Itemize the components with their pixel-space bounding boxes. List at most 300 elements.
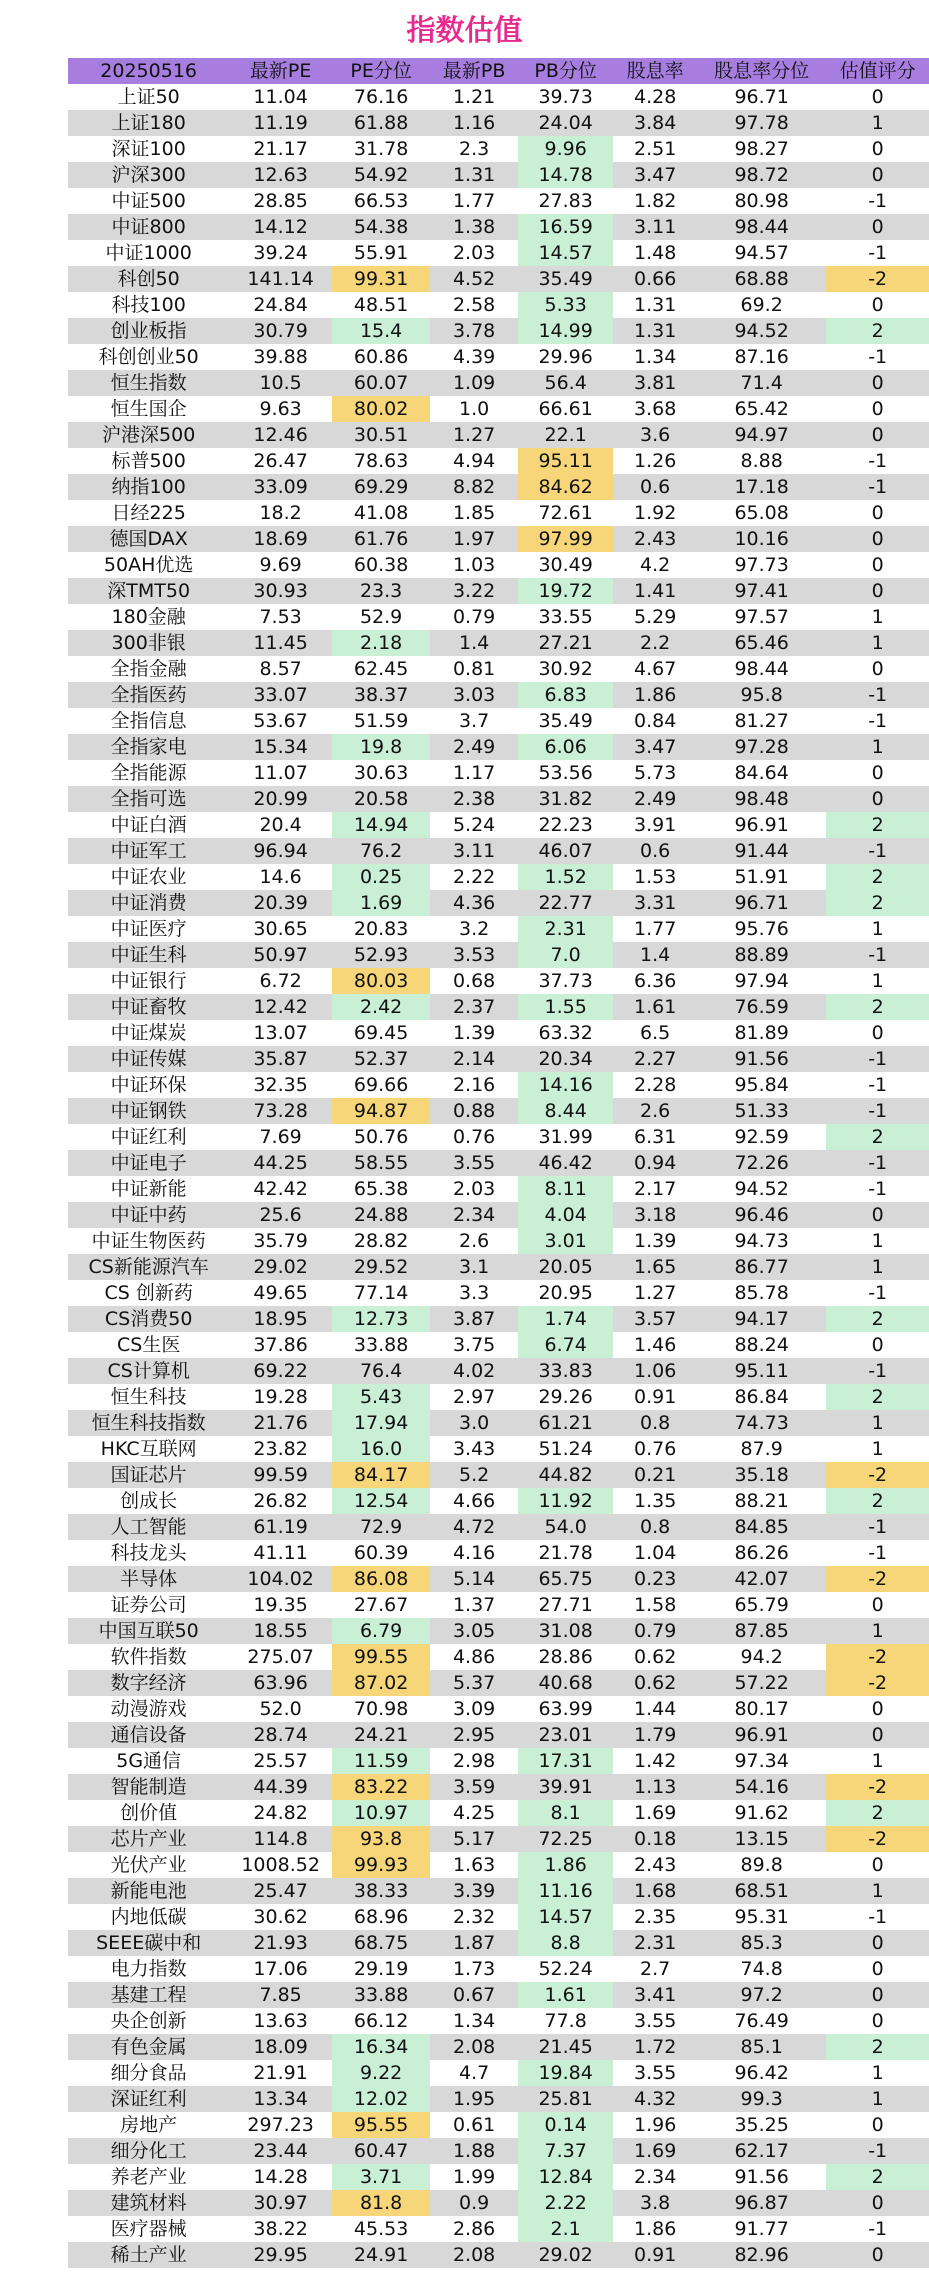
table-row xyxy=(68,1930,929,1956)
pb-percentile-cell: 1.86 xyxy=(518,1852,613,1878)
index-name-cell: SEEE碳中和 xyxy=(68,1930,229,1956)
dividend-yield-cell: 1.42 xyxy=(634,1750,677,1772)
dividend-percentile-cell: 91.56 xyxy=(734,2166,789,2188)
dividend-yield-cell: 3.55 xyxy=(634,2062,677,2084)
pe-percentile-cell: 69.45 xyxy=(353,1022,409,1044)
valuation-score-cell: 2 xyxy=(826,864,929,890)
dividend-percentile-cell: 69.2 xyxy=(740,294,783,316)
table-row xyxy=(68,734,929,760)
latest-pe-cell: 9.69 xyxy=(259,554,302,576)
pe-percentile-cell: 61.76 xyxy=(332,526,430,552)
table-row xyxy=(68,1514,929,1540)
table-row xyxy=(68,1254,929,1280)
pe-percentile-cell: 5.43 xyxy=(332,1384,430,1410)
dividend-yield-cell: 2.34 xyxy=(634,2166,677,2188)
dividend-percentile-cell: 98.27 xyxy=(734,138,789,160)
dividend-yield-cell: 0.76 xyxy=(634,1438,677,1460)
pb-percentile-cell: 8.44 xyxy=(518,1098,613,1124)
table-row xyxy=(68,1618,929,1644)
latest-pe-cell: 44.25 xyxy=(229,1150,332,1176)
pe-percentile-cell: 54.92 xyxy=(332,162,430,188)
latest-pe-cell: 18.55 xyxy=(229,1618,332,1644)
valuation-score-cell: -1 xyxy=(868,1074,888,1096)
pb-percentile-cell: 52.24 xyxy=(538,1958,593,1980)
latest-pe-cell: 30.65 xyxy=(253,918,308,940)
pe-percentile-cell: 69.66 xyxy=(353,1074,409,1096)
pb-percentile-cell: 40.68 xyxy=(518,1670,613,1696)
latest-pb-cell: 1.37 xyxy=(452,1594,496,1616)
pe-percentile-cell: 41.08 xyxy=(353,502,409,524)
table-row xyxy=(68,1644,929,1670)
dividend-yield-cell: 3.8 xyxy=(613,2190,697,2216)
index-name-cell: 内地低碳 xyxy=(110,1906,187,1928)
dividend-percentile-cell: 99.3 xyxy=(697,2086,826,2112)
valuation-score-cell: 2 xyxy=(826,1384,929,1410)
latest-pe-cell: 13.34 xyxy=(229,2086,332,2112)
dividend-percentile-cell: 10.16 xyxy=(697,526,826,552)
header-dividend-yield: 股息率 xyxy=(613,58,697,84)
valuation-score-cell: -2 xyxy=(826,1566,929,1592)
table-row xyxy=(68,942,929,968)
pe-percentile-cell: 30.63 xyxy=(353,762,409,784)
latest-pb-cell: 3.87 xyxy=(430,1306,518,1332)
table-row xyxy=(68,1540,929,1566)
valuation-score-cell: 1 xyxy=(871,1438,884,1460)
latest-pb-cell: 3.75 xyxy=(452,1334,496,1356)
dividend-percentile-cell: 54.16 xyxy=(697,1774,826,1800)
table-row xyxy=(68,1826,929,1852)
latest-pe-cell: 23.44 xyxy=(229,2138,332,2164)
index-name-cell: CS计算机 xyxy=(68,1358,229,1384)
dividend-percentile-cell: 71.4 xyxy=(697,370,826,396)
pb-percentile-cell: 0.14 xyxy=(518,2112,613,2138)
latest-pe-cell: 13.07 xyxy=(253,1022,308,1044)
table-row xyxy=(68,1150,929,1176)
valuation-score-cell: 0 xyxy=(871,2010,884,2032)
table-row xyxy=(68,1852,929,1878)
pe-percentile-cell: 68.75 xyxy=(332,1930,430,1956)
table-row xyxy=(68,1072,929,1098)
valuation-score-cell: 0 xyxy=(871,554,884,576)
latest-pb-cell: 0.79 xyxy=(452,606,496,628)
dividend-percentile-cell: 97.78 xyxy=(697,110,826,136)
latest-pb-cell: 3.11 xyxy=(430,838,518,864)
dividend-percentile-cell: 57.22 xyxy=(697,1670,826,1696)
valuation-score-cell: 1 xyxy=(826,630,929,656)
pb-percentile-cell: 27.83 xyxy=(538,190,593,212)
dividend-yield-cell: 0.18 xyxy=(613,1826,697,1852)
latest-pb-cell: 3.1 xyxy=(430,1254,518,1280)
valuation-score-cell: -1 xyxy=(826,1098,929,1124)
latest-pb-cell: 3.53 xyxy=(430,942,518,968)
dividend-yield-cell: 3.47 xyxy=(613,162,697,188)
dividend-percentile-cell: 62.17 xyxy=(697,2138,826,2164)
pb-percentile-cell: 63.99 xyxy=(538,1698,593,1720)
index-name-cell: 智能制造 xyxy=(68,1774,229,1800)
pe-percentile-cell: 60.47 xyxy=(332,2138,430,2164)
dividend-percentile-cell: 85.78 xyxy=(734,1282,789,1304)
dividend-percentile-cell: 96.91 xyxy=(734,814,789,836)
dividend-percentile-cell: 95.76 xyxy=(734,918,789,940)
latest-pe-cell: 7.85 xyxy=(229,1982,332,2008)
pe-percentile-cell: 55.91 xyxy=(353,242,409,264)
table-row xyxy=(68,1488,929,1514)
dividend-percentile-cell: 97.57 xyxy=(734,606,789,628)
table-row xyxy=(68,500,929,526)
dividend-yield-cell: 1.41 xyxy=(613,578,697,604)
table-row xyxy=(68,1046,929,1072)
pe-percentile-cell: 62.45 xyxy=(353,658,409,680)
pb-percentile-cell: 4.04 xyxy=(518,1202,613,1228)
dividend-yield-cell: 2.31 xyxy=(613,1930,697,1956)
dividend-percentile-cell: 87.9 xyxy=(740,1438,783,1460)
pe-percentile-cell: 20.83 xyxy=(353,918,409,940)
dividend-percentile-cell: 81.27 xyxy=(734,710,789,732)
index-name-cell: 中国互联50 xyxy=(68,1618,229,1644)
latest-pe-cell: 18.95 xyxy=(229,1306,332,1332)
valuation-score-cell: 2 xyxy=(826,1800,929,1826)
latest-pb-cell: 5.17 xyxy=(430,1826,518,1852)
valuation-score-cell: 0 xyxy=(871,138,884,160)
dividend-yield-cell: 1.79 xyxy=(613,1722,697,1748)
table-row xyxy=(68,1176,929,1202)
valuation-score-cell: -1 xyxy=(826,474,929,500)
pe-percentile-cell: 95.55 xyxy=(332,2112,430,2138)
dividend-yield-cell: 2.2 xyxy=(613,630,697,656)
pe-percentile-cell: 80.02 xyxy=(332,396,430,422)
table-row xyxy=(68,760,929,786)
dividend-yield-cell: 1.34 xyxy=(634,346,677,368)
valuation-score-cell: 0 xyxy=(826,2190,929,2216)
index-name-cell: 细分食品 xyxy=(110,2062,187,2084)
dividend-percentile-cell: 95.8 xyxy=(697,682,826,708)
pe-percentile-cell: 99.55 xyxy=(332,1644,430,1670)
table-row xyxy=(68,526,929,552)
dividend-percentile-cell: 35.25 xyxy=(734,2114,789,2136)
valuation-score-cell: -2 xyxy=(826,266,929,292)
pb-percentile-cell: 39.73 xyxy=(538,86,593,108)
dividend-yield-cell: 1.39 xyxy=(634,1230,677,1252)
index-name-cell: 中证银行 xyxy=(110,970,187,992)
latest-pe-cell: 9.63 xyxy=(259,398,302,420)
dividend-percentile-cell: 94.52 xyxy=(734,1178,789,1200)
dividend-yield-cell: 2.49 xyxy=(613,786,697,812)
latest-pe-cell: 18.69 xyxy=(229,526,332,552)
table-row xyxy=(68,1670,929,1696)
pb-percentile-cell: 29.26 xyxy=(538,1386,593,1408)
pb-percentile-cell: 14.57 xyxy=(518,1904,613,1930)
valuation-score-cell: 2 xyxy=(826,1488,929,1514)
latest-pe-cell: 35.79 xyxy=(253,1230,308,1252)
dividend-yield-cell: 2.17 xyxy=(634,1178,677,1200)
valuation-score-cell: -1 xyxy=(868,1906,888,1928)
index-name-cell: 创价值 xyxy=(120,1802,178,1824)
latest-pb-cell: 2.58 xyxy=(452,294,496,316)
pb-percentile-cell: 2.31 xyxy=(518,916,613,942)
valuation-score-cell: -1 xyxy=(826,682,929,708)
table-row xyxy=(68,1462,929,1488)
latest-pb-cell: 3.43 xyxy=(452,1438,496,1460)
valuation-score-cell: 0 xyxy=(871,1022,884,1044)
latest-pb-cell: 1.21 xyxy=(452,86,496,108)
pe-percentile-cell: 99.93 xyxy=(332,1852,430,1878)
latest-pe-cell: 28.74 xyxy=(229,1722,332,1748)
latest-pe-cell: 297.23 xyxy=(247,2114,314,2136)
dividend-yield-cell: 3.68 xyxy=(634,398,677,420)
valuation-score-cell: 0 xyxy=(871,1594,884,1616)
pb-percentile-cell: 31.99 xyxy=(538,1126,593,1148)
table-row xyxy=(68,1098,929,1124)
dividend-percentile-cell: 97.73 xyxy=(734,554,789,576)
index-name-cell: CS 创新药 xyxy=(104,1282,193,1304)
index-name-cell: 中证消费 xyxy=(68,890,229,916)
table-row xyxy=(68,1202,929,1228)
valuation-score-cell: -1 xyxy=(826,1514,929,1540)
latest-pe-cell: 7.53 xyxy=(259,606,302,628)
pe-percentile-cell: 27.67 xyxy=(353,1594,409,1616)
dividend-yield-cell: 1.27 xyxy=(634,1282,677,1304)
index-name-cell: 全指金融 xyxy=(110,658,187,680)
dividend-yield-cell: 2.43 xyxy=(613,526,697,552)
dividend-yield-cell: 3.11 xyxy=(613,214,697,240)
table-row xyxy=(68,1124,929,1150)
pe-percentile-cell: 80.03 xyxy=(332,968,430,994)
dividend-percentile-cell: 97.28 xyxy=(697,734,826,760)
valuation-score-cell: 1 xyxy=(826,1618,929,1644)
latest-pb-cell: 2.34 xyxy=(430,1202,518,1228)
pb-percentile-cell: 27.21 xyxy=(518,630,613,656)
latest-pe-cell: 30.93 xyxy=(229,578,332,604)
latest-pe-cell: 14.6 xyxy=(259,866,302,888)
table-row xyxy=(68,604,929,630)
pb-percentile-cell: 21.78 xyxy=(538,1542,593,1564)
index-name-cell: 科技100 xyxy=(111,294,186,316)
dividend-yield-cell: 3.91 xyxy=(634,814,677,836)
latest-pe-cell: 21.17 xyxy=(253,138,308,160)
pe-percentile-cell: 50.76 xyxy=(353,1126,409,1148)
valuation-score-cell: -1 xyxy=(826,1358,929,1384)
header-score: 估值评分 xyxy=(826,58,929,84)
pb-percentile-cell: 46.07 xyxy=(518,838,613,864)
table-row xyxy=(68,1878,929,1904)
pe-percentile-cell: 83.22 xyxy=(332,1774,430,1800)
pb-percentile-cell: 31.82 xyxy=(518,786,613,812)
dividend-yield-cell: 0.6 xyxy=(613,474,697,500)
dividend-percentile-cell: 98.48 xyxy=(697,786,826,812)
pb-percentile-cell: 24.04 xyxy=(518,110,613,136)
dividend-yield-cell: 1.26 xyxy=(634,450,677,472)
latest-pe-cell: 24.82 xyxy=(253,1802,308,1824)
dividend-yield-cell: 1.31 xyxy=(613,318,697,344)
table-row xyxy=(68,1332,929,1358)
dividend-yield-cell: 1.92 xyxy=(634,502,677,524)
index-name-cell: 深证100 xyxy=(111,138,186,160)
header-pb: 最新PB xyxy=(430,58,518,84)
latest-pe-cell: 96.94 xyxy=(229,838,332,864)
dividend-percentile-cell: 91.44 xyxy=(697,838,826,864)
dividend-yield-cell: 1.58 xyxy=(634,1594,677,1616)
table-row xyxy=(68,448,929,474)
pe-percentile-cell: 94.87 xyxy=(332,1098,430,1124)
table-row xyxy=(68,1020,929,1046)
latest-pe-cell: 61.19 xyxy=(229,1514,332,1540)
latest-pb-cell: 0.81 xyxy=(452,658,496,680)
index-name-cell: 中证农业 xyxy=(110,866,187,888)
dividend-percentile-cell: 42.07 xyxy=(697,1566,826,1592)
pb-percentile-cell: 5.33 xyxy=(518,292,613,318)
pe-percentile-cell: 84.17 xyxy=(332,1462,430,1488)
latest-pb-cell: 0.9 xyxy=(430,2190,518,2216)
pe-percentile-cell: 24.91 xyxy=(332,2242,430,2268)
pb-percentile-cell: 16.59 xyxy=(518,214,613,240)
pb-percentile-cell: 7.37 xyxy=(518,2138,613,2164)
pe-percentile-cell: 16.0 xyxy=(332,1436,430,1462)
pb-percentile-cell: 33.83 xyxy=(518,1358,613,1384)
valuation-score-cell: -2 xyxy=(826,1644,929,1670)
table-row xyxy=(68,266,929,292)
latest-pe-cell: 32.35 xyxy=(253,1074,308,1096)
dividend-percentile-cell: 95.11 xyxy=(697,1358,826,1384)
index-name-cell: 日经225 xyxy=(111,502,186,524)
latest-pe-cell: 104.02 xyxy=(229,1566,332,1592)
dividend-percentile-cell: 82.96 xyxy=(697,2242,826,2268)
index-name-cell: 中证生科 xyxy=(68,942,229,968)
latest-pe-cell: 114.8 xyxy=(229,1826,332,1852)
dividend-yield-cell: 5.73 xyxy=(634,762,677,784)
dividend-yield-cell: 0.6 xyxy=(613,838,697,864)
pe-percentile-cell: 81.8 xyxy=(332,2190,430,2216)
valuation-score-cell: -1 xyxy=(868,190,888,212)
dividend-percentile-cell: 92.59 xyxy=(734,1126,789,1148)
latest-pb-cell: 1.39 xyxy=(452,1022,496,1044)
pb-percentile-cell: 61.21 xyxy=(518,1410,613,1436)
header-pe-percentile: PE分位 xyxy=(332,58,430,84)
latest-pb-cell: 1.73 xyxy=(452,1958,496,1980)
dividend-yield-cell: 0.8 xyxy=(613,1514,697,1540)
pe-percentile-cell: 0.25 xyxy=(332,864,430,890)
index-name-cell: 沪深300 xyxy=(68,162,229,188)
latest-pe-cell: 44.39 xyxy=(229,1774,332,1800)
valuation-score-cell: 0 xyxy=(871,1698,884,1720)
latest-pb-cell: 1.95 xyxy=(430,2086,518,2112)
pe-percentile-cell: 58.55 xyxy=(332,1150,430,1176)
pb-percentile-cell: 1.55 xyxy=(518,994,613,1020)
latest-pb-cell: 3.0 xyxy=(430,1410,518,1436)
table-row xyxy=(68,2216,929,2242)
latest-pb-cell: 1.77 xyxy=(452,190,496,212)
pb-percentile-cell: 20.34 xyxy=(518,1046,613,1072)
latest-pe-cell: 1008.52 xyxy=(241,1854,320,1876)
valuation-score-cell: 0 xyxy=(871,398,884,420)
valuation-score-cell: 0 xyxy=(871,294,884,316)
pe-percentile-cell: 15.4 xyxy=(332,318,430,344)
pb-percentile-cell: 53.56 xyxy=(538,762,593,784)
dividend-yield-cell: 0.79 xyxy=(613,1618,697,1644)
index-name-cell: 全指信息 xyxy=(110,710,187,732)
table-row xyxy=(68,1410,929,1436)
pb-percentile-cell: 23.01 xyxy=(518,1722,613,1748)
pb-percentile-cell: 66.61 xyxy=(538,398,593,420)
latest-pb-cell: 0.76 xyxy=(452,1126,496,1148)
valuation-score-cell: -1 xyxy=(826,942,929,968)
dividend-percentile-cell: 94.17 xyxy=(697,1306,826,1332)
pe-percentile-cell: 51.59 xyxy=(353,710,409,732)
latest-pb-cell: 3.55 xyxy=(430,1150,518,1176)
latest-pb-cell: 1.38 xyxy=(430,214,518,240)
pb-percentile-cell: 22.23 xyxy=(538,814,593,836)
index-name-cell: 纳指100 xyxy=(68,474,229,500)
table-row xyxy=(68,2242,929,2268)
pe-percentile-cell: 9.22 xyxy=(332,2060,430,2086)
dividend-percentile-cell: 97.2 xyxy=(697,1982,826,2008)
table-row xyxy=(68,344,929,370)
pb-percentile-cell: 46.42 xyxy=(518,1150,613,1176)
dividend-yield-cell: 1.69 xyxy=(634,1802,677,1824)
pb-percentile-cell: 20.95 xyxy=(538,1282,593,1304)
latest-pb-cell: 0.88 xyxy=(430,1098,518,1124)
pb-percentile-cell: 30.92 xyxy=(538,658,593,680)
pe-percentile-cell: 1.69 xyxy=(332,890,430,916)
table-row xyxy=(68,630,929,656)
latest-pb-cell: 3.39 xyxy=(430,1878,518,1904)
table-row xyxy=(68,578,929,604)
index-name-cell: 建筑材料 xyxy=(68,2190,229,2216)
dividend-yield-cell: 1.65 xyxy=(613,1254,697,1280)
latest-pb-cell: 3.2 xyxy=(459,918,490,940)
pb-percentile-cell: 3.01 xyxy=(518,1228,613,1254)
dividend-yield-cell: 3.84 xyxy=(613,110,697,136)
latest-pe-cell: 12.42 xyxy=(229,994,332,1020)
dividend-yield-cell: 1.53 xyxy=(634,866,677,888)
dividend-yield-cell: 0.91 xyxy=(634,1386,677,1408)
latest-pe-cell: 30.97 xyxy=(229,2190,332,2216)
pb-percentile-cell: 35.49 xyxy=(518,266,613,292)
dividend-yield-cell: 2.27 xyxy=(613,1046,697,1072)
latest-pe-cell: 141.14 xyxy=(229,266,332,292)
header-dividend-percentile: 股息率分位 xyxy=(697,58,826,84)
pb-percentile-cell: 27.71 xyxy=(538,1594,593,1616)
pe-percentile-cell: 77.14 xyxy=(353,1282,409,1304)
dividend-percentile-cell: 96.71 xyxy=(734,86,789,108)
valuation-score-cell: -1 xyxy=(868,710,888,732)
pe-percentile-cell: 70.98 xyxy=(353,1698,409,1720)
table-row xyxy=(68,708,929,734)
valuation-score-cell: -1 xyxy=(868,1178,888,1200)
header-pb-percentile: PB分位 xyxy=(518,58,613,84)
table-row xyxy=(68,2112,929,2138)
latest-pb-cell: 4.94 xyxy=(452,450,496,472)
dividend-percentile-cell: 84.64 xyxy=(734,762,789,784)
latest-pe-cell: 25.47 xyxy=(229,1878,332,1904)
index-name-cell: 中证环保 xyxy=(110,1074,187,1096)
table-row xyxy=(68,396,929,422)
latest-pb-cell: 4.02 xyxy=(430,1358,518,1384)
latest-pe-cell: 12.46 xyxy=(229,422,332,448)
latest-pb-cell: 5.14 xyxy=(430,1566,518,1592)
header-pe: 最新PE xyxy=(229,58,332,84)
table-row xyxy=(68,1436,929,1462)
index-name-cell: 芯片产业 xyxy=(68,1826,229,1852)
latest-pe-cell: 19.35 xyxy=(253,1594,308,1616)
pe-percentile-cell: 29.19 xyxy=(353,1958,409,1980)
valuation-score-cell: -1 xyxy=(826,2138,929,2164)
index-name-cell: 中证电子 xyxy=(68,1150,229,1176)
pb-percentile-cell: 28.86 xyxy=(538,1646,593,1668)
latest-pb-cell: 4.66 xyxy=(452,1490,496,1512)
pb-percentile-cell: 33.55 xyxy=(538,606,593,628)
latest-pb-cell: 1.09 xyxy=(430,370,518,396)
dividend-yield-cell: 4.32 xyxy=(613,2086,697,2112)
